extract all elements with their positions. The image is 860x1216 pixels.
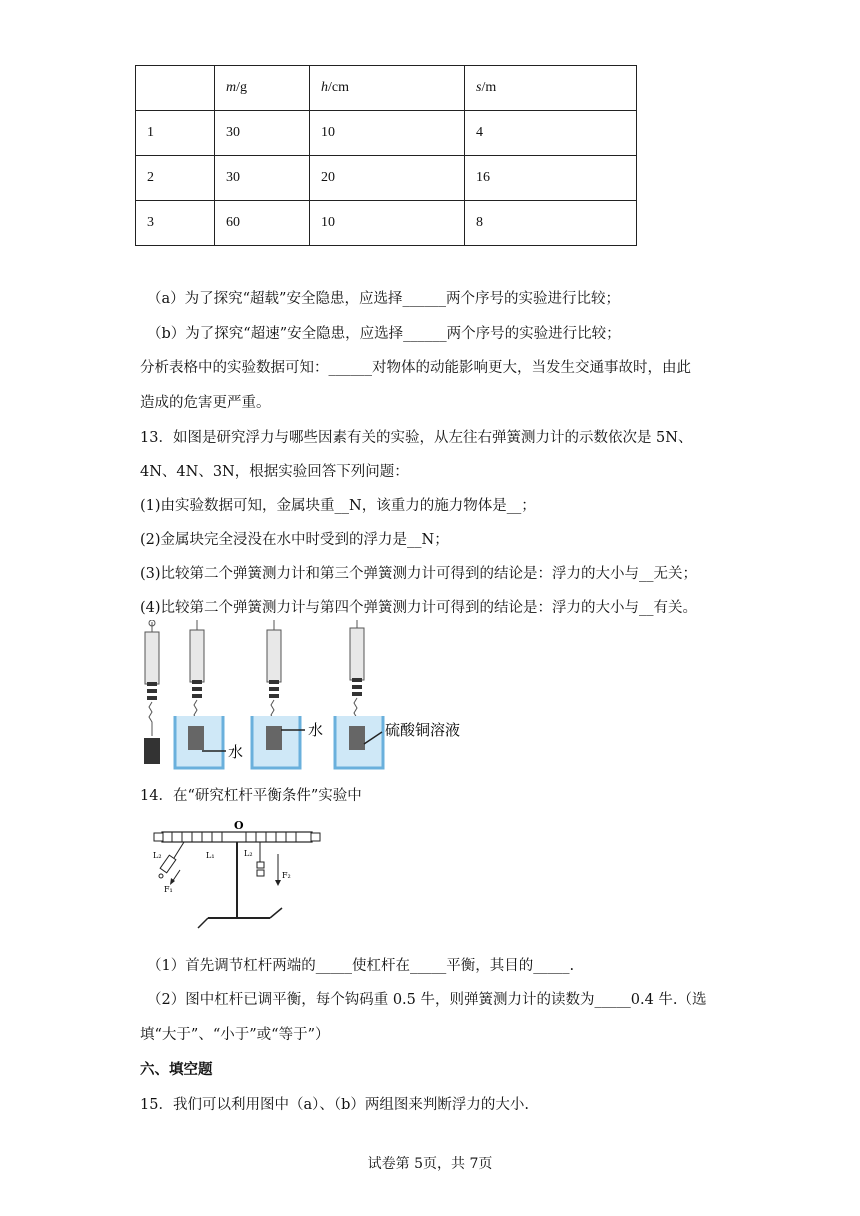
q14-part-2-cont: 填“大于”、“小于”或“等于”） xyxy=(140,1027,330,1043)
table-cell: 8 xyxy=(465,201,637,246)
height-var: h xyxy=(321,80,328,95)
label-l2-right: L₂ xyxy=(244,849,253,858)
lever-bar xyxy=(154,832,320,842)
table-cell: 30 xyxy=(215,156,310,201)
q14-part-2: （2）图中杠杆已调平衡，每个钩码重 0.5 牛，则弹簧测力计的读数为_____0.4 牛.（选 xyxy=(147,992,707,1008)
table-header-cell xyxy=(465,66,637,111)
table-cell: 1 xyxy=(136,111,215,156)
mass-var: m xyxy=(226,80,237,95)
q12-part-a: （a）为了探究“超载”安全隐患，应选择______两个序号的实验进行比较； xyxy=(147,291,620,307)
table-cell: 16 xyxy=(465,156,637,201)
table-row xyxy=(136,156,637,201)
label-water-2: 水 xyxy=(308,721,324,739)
table-row xyxy=(136,201,637,246)
spring-scale-4 xyxy=(350,620,364,726)
table-cell: 3 xyxy=(136,201,215,246)
label-water-1: 水 xyxy=(228,743,244,761)
q13-part-1: (1)由实验数据可知，金属块重__N，该重力的施力物体是__； xyxy=(140,498,536,514)
table-cell: 60 xyxy=(215,201,310,246)
q12-analysis-line1: 分析表格中的实验数据可知：______对物体的动能影响更大，当发生交通事故时，由此 xyxy=(140,360,691,376)
label-cuso4: 硫酸铜溶液 xyxy=(385,721,461,739)
distance-var: s xyxy=(476,80,482,95)
beaker-water-2 xyxy=(252,716,305,768)
spring-scale-3 xyxy=(267,620,281,726)
table-header-cell xyxy=(215,66,310,111)
label-f2: F₂ xyxy=(282,871,291,880)
beaker-cuso4 xyxy=(335,716,383,768)
q14-stem: 14．在“研究杠杆平衡条件”实验中 xyxy=(140,788,362,804)
spring-scale-lever xyxy=(159,842,184,885)
table-cell: 20 xyxy=(310,156,465,201)
height-unit: /cm xyxy=(328,80,349,95)
hook-weights xyxy=(257,842,281,886)
spring-scale-2 xyxy=(190,620,204,726)
lever-experiment-figure xyxy=(150,818,330,930)
table-cell: 10 xyxy=(310,201,465,246)
table-header-cell xyxy=(310,66,465,111)
q13-part-4: (4)比较第二个弹簧测力计与第四个弹簧测力计可得到的结论是：浮力的大小与__有关。 xyxy=(140,600,698,616)
table-header-row xyxy=(136,66,637,111)
table-cell: 30 xyxy=(215,111,310,156)
beaker-water-1 xyxy=(175,716,226,768)
page-footer: 试卷第 5页，共 7页 xyxy=(367,1156,493,1172)
metal-block-1 xyxy=(144,738,160,764)
q13-stem-line1: 13．如图是研究浮力与哪些因素有关的实验，从左往右弹簧测力计的示数依次是 5N、 xyxy=(140,430,693,446)
table-cell: 2 xyxy=(136,156,215,201)
q13-stem-line2: 4N、4N、3N，根据实验回答下列问题： xyxy=(140,464,409,480)
q15-stem: 15．我们可以利用图中（a）、（b）两组图来判断浮力的大小. xyxy=(140,1097,529,1113)
table-cell: 4 xyxy=(465,111,637,156)
pivot-label: O xyxy=(234,819,244,832)
label-f1: F₁ xyxy=(164,885,173,894)
q14-part-1: （1）首先调节杠杆两端的_____使杠杆在_____平衡，其目的_____. xyxy=(147,958,575,974)
spring-scale-1 xyxy=(145,620,159,736)
table-header-cell xyxy=(136,66,215,111)
q13-part-3: (3)比较第二个弹簧测力计和第三个弹簧测力计可得到的结论是：浮力的大小与__无关； xyxy=(140,566,698,582)
q12-part-b: （b）为了探究“超速”安全隐患，应选择______两个序号的实验进行比较； xyxy=(147,326,621,342)
buoyancy-experiment-figure xyxy=(138,620,478,770)
section-title: 六、填空题 xyxy=(140,1061,213,1078)
label-l1: L₁ xyxy=(206,851,215,860)
table-cell: 10 xyxy=(310,111,465,156)
q13-part-2: (2)金属块完全浸没在水中时受到的浮力是__N； xyxy=(140,532,449,548)
experiment-data-table xyxy=(135,65,637,246)
table-row xyxy=(136,111,637,156)
q12-analysis-line2: 造成的危害更严重。 xyxy=(140,395,271,411)
distance-unit: /m xyxy=(481,80,497,95)
label-l2-left: L₂ xyxy=(153,851,162,860)
mass-unit: /g xyxy=(236,80,248,95)
